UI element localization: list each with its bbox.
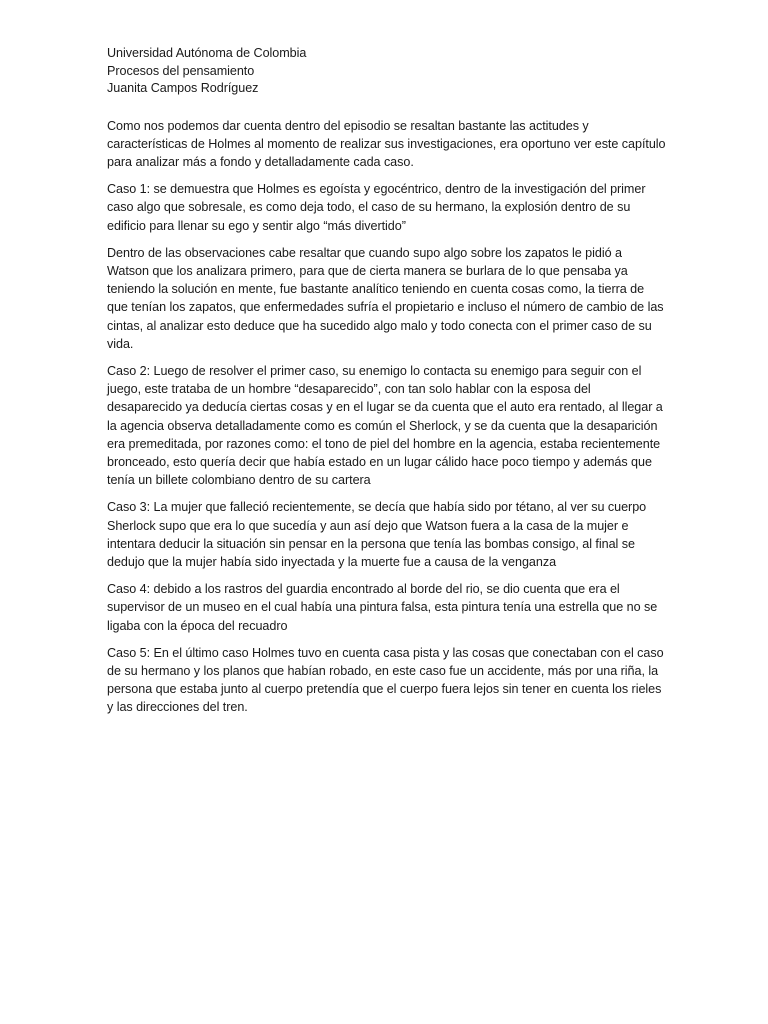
case-3-paragraph: Caso 3: La mujer que falleció recientemente, se decía que había sido por tétano, al ver su cuerpo Sherlock supo que era lo que sucedía y aun así dejo que Watson fuera a la casa de la mujer e intentara deducir la situación sin pensar en la persona que tenía las bombas consigo, al final se dedujo que la mujer había sido inyectada y la muerte fue a causa de la venganza	[107, 500, 647, 569]
author-name: Juanita Campos Rodríguez	[107, 81, 259, 95]
case-5-paragraph: Caso 5: En el último caso Holmes tuvo en cuenta casa pista y las cosas que conectaban con el caso de su hermano y los planos que habían robado, en este caso fue un accidente, más por una riña, la persona que estaba junto al cuerpo pretendía que el cuerpo fuera lejos sin tener en cuenta los rieles y las direcciones del tren.	[107, 645, 664, 715]
case-2-paragraph: Caso 2: Luego de resolver el primer caso, su enemigo lo contacta su enemigo para seguir con el juego, este trataba de un hombre “desaparecido”, con tan solo hablar con la esposa del desaparecido ya deducía ciertas cosas y en el lugar se da cuenta que el auto era rentado, al llegar a la agencia observa detalladamente como es común el Sherlock, y se da cuenta que la desaparición era premeditada, por razones como: el tono de piel del hombre en la agencia, estaba recientemente bronceado, esto quería decir que había estado en un lugar cálido hace poco tiempo y además que tenía un billete colombiano dentro de su cartera	[107, 363, 663, 488]
course-name: Procesos del pensamiento	[107, 63, 255, 78]
case-4-paragraph: Caso 4: debido a los rastros del guardia encontrado al borde del rio, se dio cuenta que era el supervisor de un museo en el cual había una pintura falsa, esta pintura tenía una estrella que no se ligaba con la época del recuadro	[107, 582, 658, 633]
document-body	[107, 45, 667, 726]
document-header	[107, 45, 667, 98]
observations-paragraph: Dentro de las observaciones cabe resaltar que cuando supo algo sobre los zapatos le pidió a Watson que los analizara primero, para que de cierta manera se burlara de lo que pensaba ya teniendo la solución en mente, fue bastante analítico teniendo en cuenta cosas como, la tierra de que tenían los zapatos, que enfermedades sufría el propietario e incluso el número de cambio de las cintas, al analizar esto deduce que ha sucedido algo malo y todo conecta con el primer caso de su vida.	[107, 245, 664, 351]
case-1-paragraph: Caso 1: se demuestra que Holmes es egoísta y egocéntrico, dentro de la investigación del primer caso algo que sobresale, es como deja todo, el caso de su hermano, la explosión dentro de su edificio para llenar su ego y sentir algo “más divertido”	[107, 182, 646, 233]
university-name: Universidad Autónoma de Colombia	[107, 46, 307, 60]
intro-paragraph: Como nos podemos dar cuenta dentro del episodio se resaltan bastante las actitudes y características de Holmes al momento de realizar sus investigaciones, era oportuno ver este capítulo para analizar más a fondo y detalladamente cada caso.	[107, 118, 666, 169]
